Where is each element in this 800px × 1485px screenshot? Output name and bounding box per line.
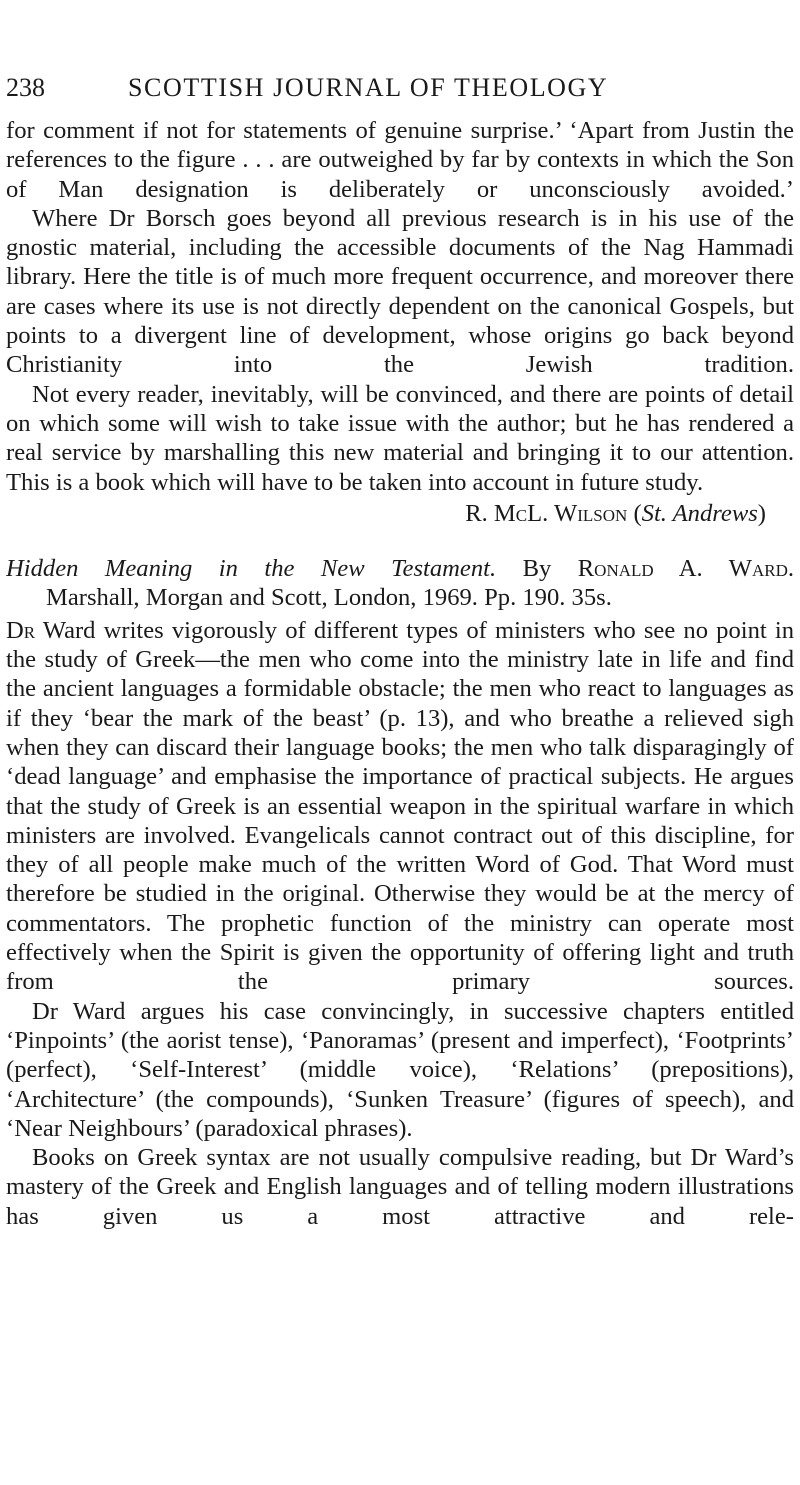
paragraph-syntax: Books on Greek syntax are not usually compulsive reading, but Dr Ward’s mastery of the Greek and English languages and of telling modern illustrations has given us a most attractive and rele- [6,1144,794,1230]
book-author: Ronald A. Ward. [577,555,794,583]
page-number: 238 [6,73,45,102]
paragraph-gnostic-material: Where Dr Borsch goes beyond all previous research is in his use of the gnostic material, including the accessible documents of the Nag Hammadi library. Here the title is of much more frequent occurrence, and moreover there are cases where its use is not directly dependent on the canonical Gospels, but points to a divergent line of development, whose origins go back beyond Christianity into the Jewish tradition. [6,204,794,379]
paragraph-chapters: Dr Ward argues his case convincingly, in successive chapters entitled ‘Pinpoints’ (the aorist tense), ‘Panoramas’ (present and imperfect), ‘Footprints’ (perfect), ‘Self-Interest’ (middle voice), ‘Relations’ (prepositions), ‘Architecture’ (the compounds), ‘Sunken Treasure’ (figures of speech), and ‘Near Neighbours’ (paradoxical phrases). [6,997,794,1142]
by-label: By [522,555,552,583]
reviewer-name: R. McL. Wilson [465,499,628,527]
review-wilson [6,116,794,528]
journal-page [6,0,794,1485]
paragraph-conclusion: Not every reader, inevitably, will be convinced, and there are points of detail on which some will wish to take issue with the author; but he has rendered a real service by marshalling this new material and bringing it to our attention. This is a book which will have to be taken into account in future study. [6,380,794,496]
lead-word: Dr [6,616,36,644]
publication-details: Marshall, Morgan and Scott, London, 1969. Pp. 190. 35s. [46,584,612,612]
reviewer-place: St. Andrews [641,499,758,527]
paragraph-ministers-text: Ward writes vigorously of different types of ministers who see no point in the study of Greek—the men who come into the ministry late in life and find the ancient languages a formidable obstacle; the men who react to languages as if they ‘bear the mark of the beast’ (p. 13), and who breathe a relieved sigh when they can discard their language books; the men who talk disparagingly of ‘dead language’ and emphasise the importance of practical subjects. He argues that the study of Greek is an essential weapon in the spiritual warfare in which ministers are involved. Evangelicals cannot contract out of this discipline, for they of all people make much of the written Word of God. That Word must therefore be studied in the original. Otherwise they would be at the mercy of commentators. The prophetic function of the ministry can operate most effectively when the Spirit is given the opportunity of offering light and truth from the primary sources. [6,616,794,996]
book-heading [6,554,794,613]
book-heading-line [6,554,794,583]
body-text [6,116,794,1231]
book-title: Hidden Meaning in the New Testament. [6,555,497,583]
reviewer-signature: R. McL. Wilson (St. Andrews) [465,499,766,527]
running-head [6,70,794,106]
review-ward [6,554,794,1231]
review-body [6,616,794,1231]
paragraph-continuation: for comment if not for statements of genuine surprise.’ ‘Apart from Justin the references to the figure . . . are outweighed by far by contexts in which the Son of Man designation is deliberately or unconsciously avoided.’ [6,117,794,203]
journal-title: SCOTTISH JOURNAL OF THEOLOGY [128,73,609,102]
paragraph-ministers [6,616,794,997]
